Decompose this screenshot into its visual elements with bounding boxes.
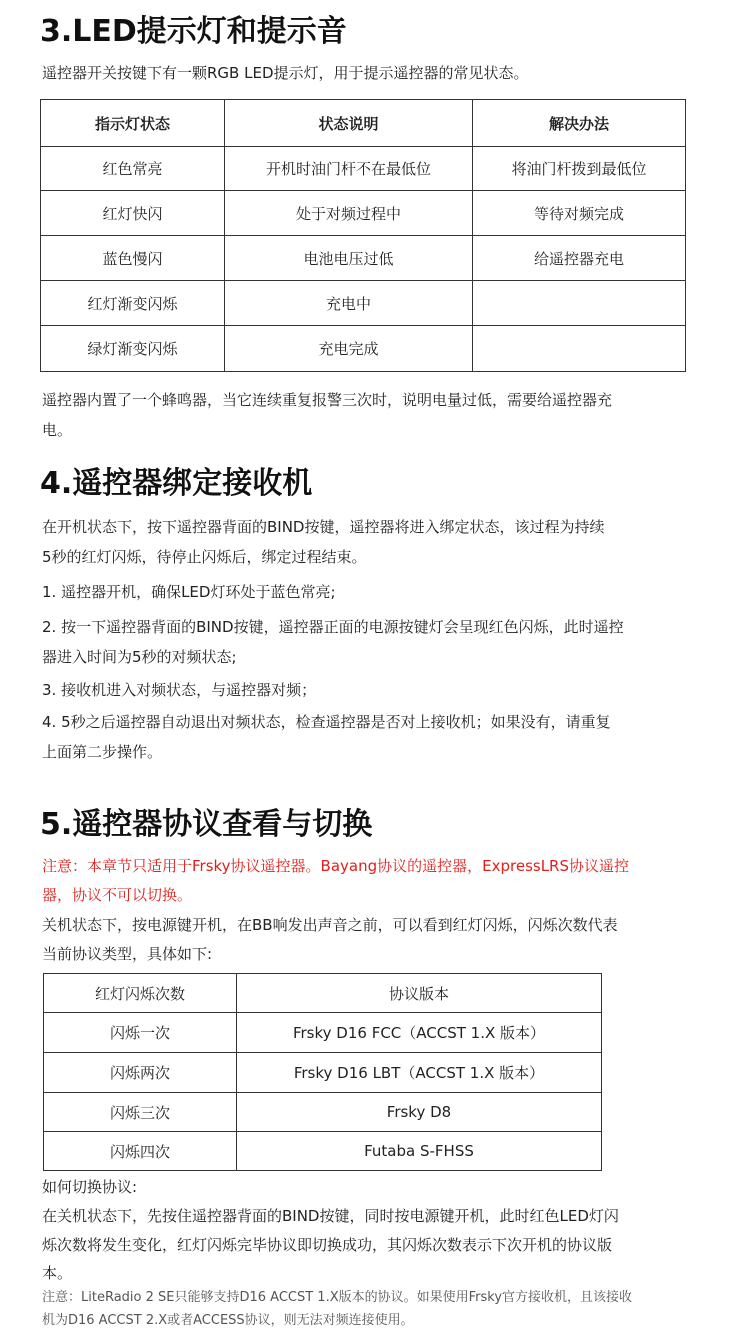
table-cell: 闪烁一次 xyxy=(44,1013,237,1053)
table-cell: 等待对频完成 xyxy=(473,191,686,236)
table-row xyxy=(41,236,686,281)
table-header-cell: 协议版本 xyxy=(237,974,602,1013)
table-row xyxy=(41,147,686,191)
table-row xyxy=(44,1093,602,1132)
bind-step-3: 3. 接收机进入对频状态，与遥控器对频； xyxy=(42,681,317,699)
protocol-warning-line-2: 器，协议不可以切换。 xyxy=(42,886,193,904)
table-cell: Futaba S-FHSS xyxy=(237,1132,602,1171)
protocol-table-header-row xyxy=(44,974,602,1013)
table-cell: 电池电压过低 xyxy=(225,236,473,281)
table-cell: 开机时油门杆不在最低位 xyxy=(225,147,473,191)
table-cell: 绿灯渐变闪烁 xyxy=(41,326,225,372)
bind-intro-line-2: 5秒的红灯闪烁，待停止闪烁后，绑定过程结束。 xyxy=(42,548,367,566)
bind-step-2-line-2: 器进入时间为5秒的对频状态; xyxy=(42,648,237,666)
howto-line-3: 本。 xyxy=(42,1264,73,1282)
table-cell: Frsky D16 LBT（ACCST 1.X 版本） xyxy=(237,1053,602,1093)
table-cell: 闪烁四次 xyxy=(44,1132,237,1171)
table-cell: 红色常亮 xyxy=(41,147,225,191)
howto-line-1: 在关机状态下，先按住遥控器背面的BIND按键，同时按电源键开机，此时红色LED灯闪 xyxy=(42,1207,619,1225)
protocol-intro-line-2: 当前协议类型，具体如下: xyxy=(42,945,213,963)
bind-step-1: 1. 遥控器开机，确保LED灯环处于蓝色常亮; xyxy=(42,583,336,601)
section-5-title: 5.遥控器协议查看与切换 xyxy=(40,807,373,842)
table-row xyxy=(44,1132,602,1171)
table-row xyxy=(44,1013,602,1053)
table-cell: Frsky D8 xyxy=(237,1093,602,1132)
table-cell xyxy=(473,326,686,372)
section-3-title: 3.LED提示灯和提示音 xyxy=(40,14,347,49)
buzzer-text-line-1: 遥控器内置了一个蜂鸣器，当它连续重复报警三次时，说明电量过低，需要给遥控器充 xyxy=(42,391,613,409)
table-cell: 闪烁两次 xyxy=(44,1053,237,1093)
table-cell: 处于对频过程中 xyxy=(225,191,473,236)
table-cell: Frsky D16 FCC（ACCST 1.X 版本） xyxy=(237,1013,602,1053)
table-header-cell: 红灯闪烁次数 xyxy=(44,974,237,1013)
protocol-intro-line-1: 关机状态下，按电源键开机，在BB响发出声音之前，可以看到红灯闪烁，闪烁次数代表 xyxy=(42,916,618,934)
buzzer-text-line-2: 电。 xyxy=(42,421,73,439)
bind-intro-line-1: 在开机状态下，按下遥控器背面的BIND按键，遥控器将进入绑定状态，该过程为持续 xyxy=(42,518,605,536)
table-cell: 红灯快闪 xyxy=(41,191,225,236)
table-header-cell: 指示灯状态 xyxy=(41,100,225,147)
table-cell: 蓝色慢闪 xyxy=(41,236,225,281)
table-row xyxy=(41,191,686,236)
table-row xyxy=(44,1053,602,1093)
led-table-header-row xyxy=(41,100,686,147)
table-cell: 给遥控器充电 xyxy=(473,236,686,281)
protocol-warning-line-1: 注意：本章节只适用于Frsky协议遥控器。Bayang协议的遥控器，ExpressLRS协议遥控 xyxy=(42,857,630,875)
table-row xyxy=(41,326,686,372)
footnote-line-1: 注意：LiteRadio 2 SE只能够支持D16 ACCST 1.X版本的协议。如果使用Frsky官方接收机，且该接收 xyxy=(42,1290,633,1305)
section-3-intro: 遥控器开关按键下有一颗RGB LED提示灯，用于提示遥控器的常见状态。 xyxy=(42,64,529,82)
protocol-table xyxy=(43,973,602,1171)
table-cell: 充电完成 xyxy=(225,326,473,372)
howto-title: 如何切换协议: xyxy=(42,1178,138,1196)
table-cell: 闪烁三次 xyxy=(44,1093,237,1132)
table-cell: 充电中 xyxy=(225,281,473,326)
table-header-cell: 解决办法 xyxy=(473,100,686,147)
section-4-title: 4.遥控器绑定接收机 xyxy=(40,466,313,501)
bind-step-2-line-1: 2. 按一下遥控器背面的BIND按键，遥控器正面的电源按键灯会呈现红色闪烁，此时遥控 xyxy=(42,618,624,636)
table-row xyxy=(41,281,686,326)
table-cell: 红灯渐变闪烁 xyxy=(41,281,225,326)
bind-step-4-line-2: 上面第二步操作。 xyxy=(42,743,163,761)
led-status-table xyxy=(40,99,686,372)
howto-line-2: 烁次数将发生变化，红灯闪烁完毕协议即切换成功，其闪烁次数表示下次开机的协议版 xyxy=(42,1236,613,1254)
footnote-line-2: 机为D16 ACCST 2.X或者ACCESS协议，则无法对频连接使用。 xyxy=(42,1313,414,1328)
bind-step-4-line-1: 4. 5秒之后遥控器自动退出对频状态，检查遥控器是否对上接收机；如果没有，请重复 xyxy=(42,713,611,731)
table-cell xyxy=(473,281,686,326)
table-header-cell: 状态说明 xyxy=(225,100,473,147)
table-cell: 将油门杆拨到最低位 xyxy=(473,147,686,191)
